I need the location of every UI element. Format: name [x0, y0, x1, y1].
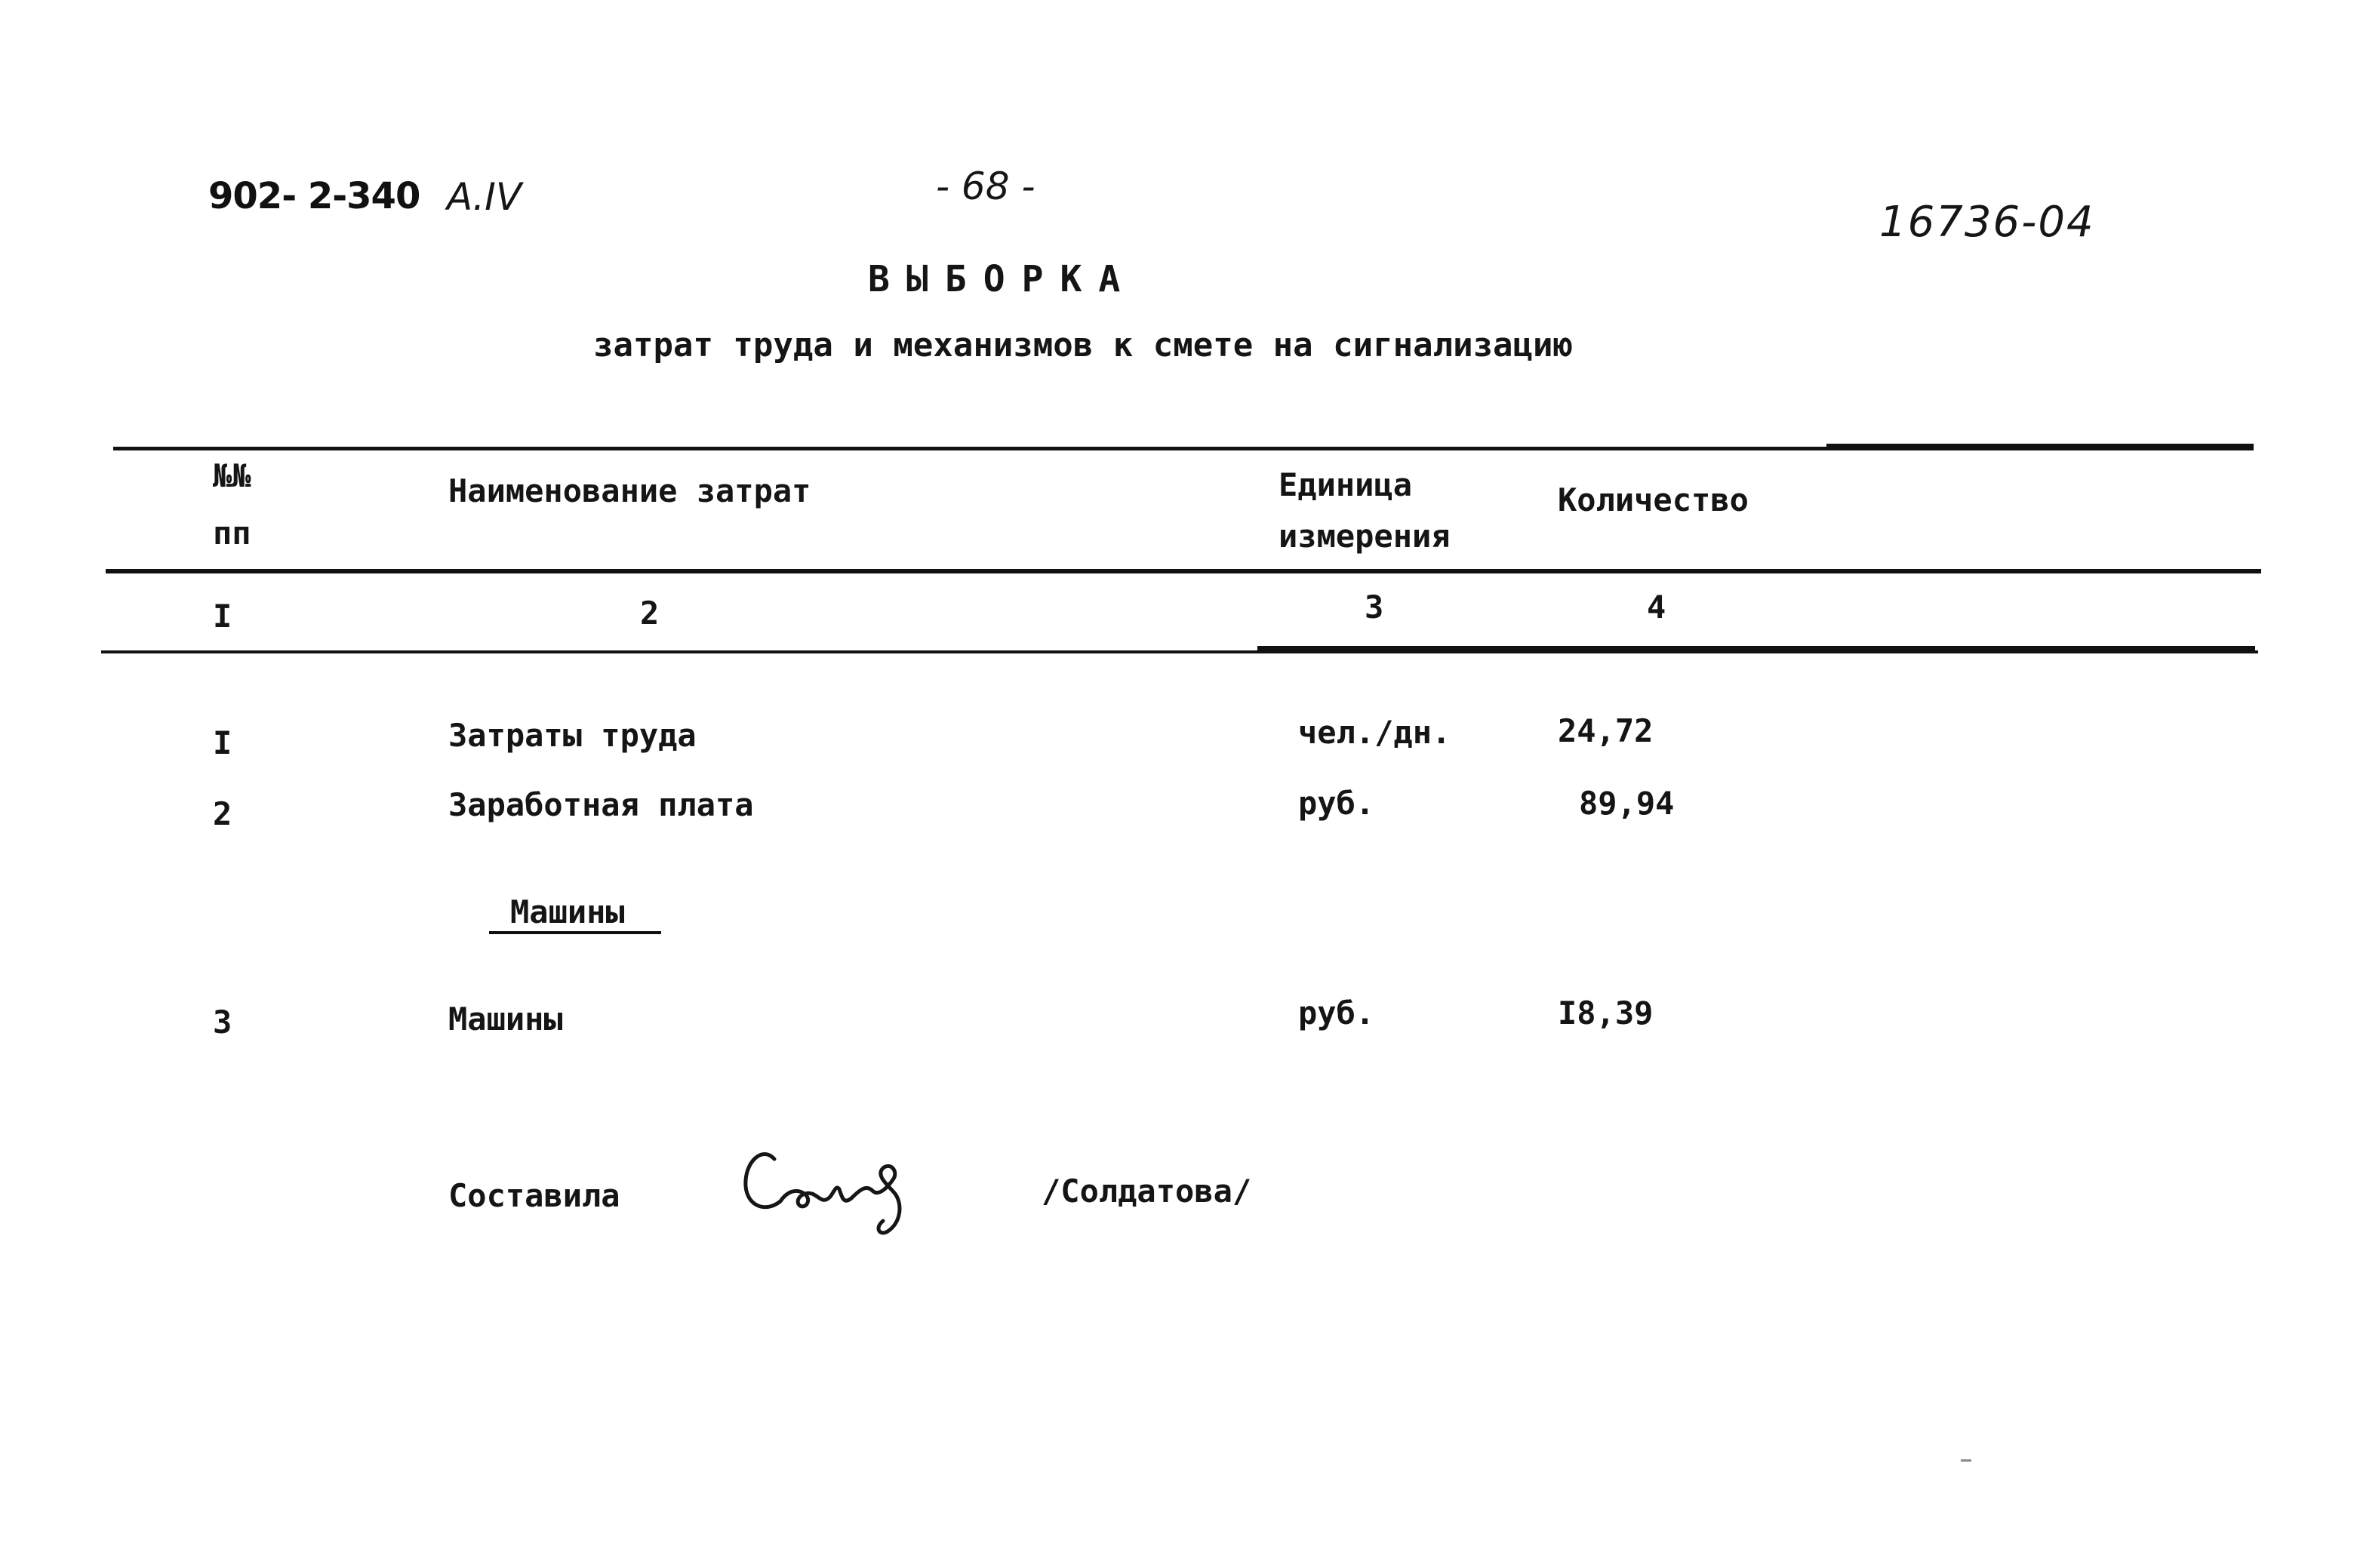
- page-number: - 68 -: [936, 164, 1035, 208]
- inventory-number: 16736-04: [1879, 198, 2095, 247]
- column-number: I: [213, 598, 232, 635]
- row-unit: руб.: [1298, 785, 1375, 822]
- row-quantity: I8,39: [1558, 995, 1654, 1031]
- page-title: ВЫБОРКА: [868, 258, 1137, 300]
- section-heading: Машины: [510, 893, 625, 930]
- section-heading-underline: [489, 931, 661, 934]
- row-number: I: [213, 724, 232, 761]
- row-name: Заработная плата: [448, 786, 754, 823]
- page-subtitle: затрат труда и механизмов к смете на сигнализацию: [593, 326, 1574, 364]
- scan-speck: [1961, 1459, 1971, 1462]
- row-name: Машины: [448, 1001, 563, 1038]
- row-number: 2: [213, 795, 232, 832]
- col-header-num-line1: №№: [213, 457, 251, 494]
- album-number: А.IV: [447, 175, 522, 219]
- document-code: 902- 2-340: [208, 175, 420, 217]
- column-number: 3: [1365, 589, 1384, 626]
- row-name: Затраты труда: [448, 717, 697, 754]
- row-quantity: 24,72: [1558, 712, 1654, 749]
- column-number: 4: [1647, 589, 1666, 626]
- row-number: 3: [213, 1004, 232, 1041]
- row-quantity: 89,94: [1579, 785, 1675, 822]
- col-header-name: Наименование затрат: [448, 472, 811, 509]
- col-header-unit-line1: Единица: [1279, 466, 1413, 503]
- col-header-unit-line2: измерения: [1279, 518, 1451, 555]
- col-header-num-line2: пп: [213, 515, 251, 552]
- row-unit: руб.: [1298, 995, 1375, 1031]
- handwritten-signature: [740, 1132, 921, 1245]
- column-number: 2: [640, 595, 660, 632]
- col-header-qty: Количество: [1558, 481, 1749, 518]
- header-bottom-rule: [106, 569, 2261, 573]
- table-top-rule-heavy: [1826, 444, 2254, 450]
- column-numbers-rule-heavy: [1257, 646, 2255, 652]
- signature-name: /Солдатова/: [1042, 1173, 1252, 1210]
- row-unit: чел./дн.: [1298, 714, 1451, 751]
- signature-label: Составила: [448, 1177, 620, 1214]
